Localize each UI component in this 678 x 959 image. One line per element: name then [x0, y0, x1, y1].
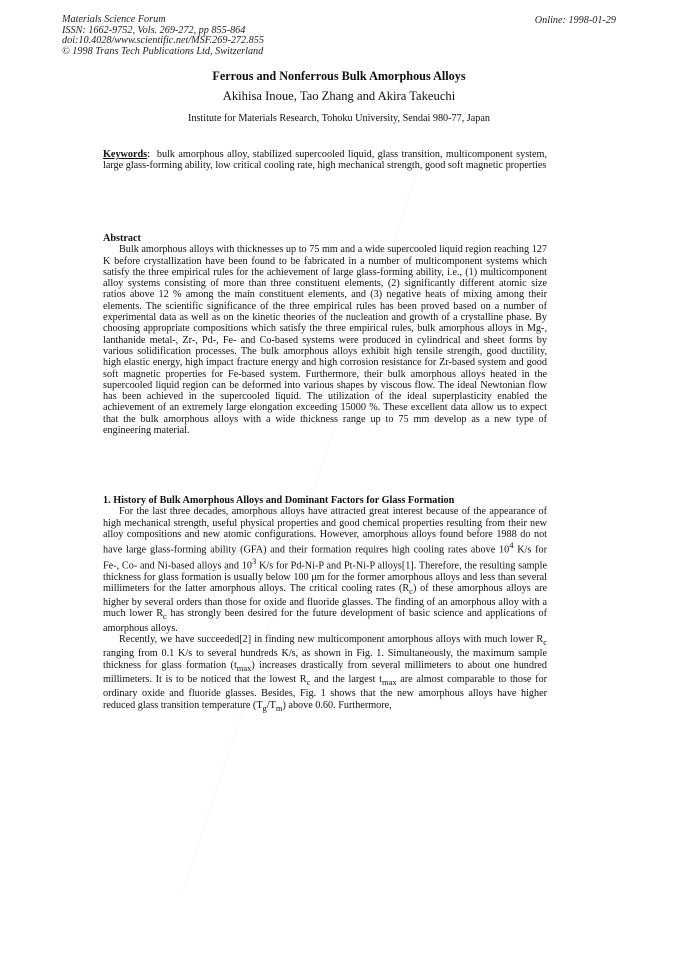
- citation-header: [62, 15, 264, 57]
- section-1: [103, 495, 547, 714]
- section-1-paragraph-2: Recently, we have succeeded[2] in finding new multicomponent amorphous alloys with much lower $R_c$ ranging from 0.1 K/s to several hundreds K/s, as shown in Fig. 1. Simultaneously, the maximum sample thickness for glass formation $(t_{max})$ increases drastically from several millimeters to about one hundred millimeters. It is to be noticed that the lowest $R_c$ and the largest $t_{max}$ are almost comparable to those for ordinary oxide and fluoride glasses. Besides, Fig. 1 shows that the new amorphous alloys have higher reduced glass transition temperature $(T_g/T_m)$ above 0.60. Furthermore,: [103, 634, 547, 713]
- keywords-block: Keywords: bulk amorphous alloy, stabilized supercooled liquid, glass transition, multicomponent system, large glass-forming ability, low critical cooling rate, high mechanical strength, good soft magnetic properties: [103, 149, 547, 172]
- keywords-label: Keywords: [103, 149, 148, 160]
- doi-line[interactable]: doi:10.4028/www.scientific.net/MSF.269-272.855: [62, 35, 264, 47]
- online-date: Online: 1998-01-29: [534, 15, 616, 26]
- issn-line: ISSN: 1662-9752, Vols. 269-272, pp 855-864: [62, 24, 246, 36]
- abstract-block: [103, 233, 547, 436]
- keywords-text: bulk amorphous alloy, stabilized supercooled liquid, glass transition, multicomponent system, large glass-forming ability, low critical cooling rate, high mechanical strength, good soft magnetic properties: [103, 149, 547, 172]
- abstract-text: Bulk amorphous alloys with thicknesses up to 75 mm and a wide supercooled liquid region reaching 127 K before crystallization have been found to be fabricated in a number of multicomponent systems which satisfy the three empirical rules for the achievement of large glass-forming ability, i.e., (1) multicomponent alloy systems consisting of more than three constituent elements, (2) significantly different atomic size ratios above 12 % among the main constituent elements, and (3) negative heats of mixing among their elements. The scientific significance of the three empirical rules has been proved based on a number of experimental data as well as on the kinetic theories of the nucleation and growth of a crystalline phase. By choosing appropriate compositions which satisfy the three empirical rules, bulk amorphous alloys in Mg-, lanthanide metal-, Zr-, Pd-, Fe- and Co-based systems were produced in cylindrical and sheet forms by various solidification processes. The bulk amorphous alloys exhibit high tensile strength, good ductility, high elastic energy, high impact fracture energy and high corrosion resistance for Zr-based system and good soft magnetic properties for Fe-based system. Furthermore, their bulk amorphous alloys heated in the supercooled liquid region can be deformed into various shapes by viscous flow. The ideal Newtonian flow has been achieved in the supercooled liquid. The utilization of the ideal superplasticity enabled the achievement of an extremely large elongation exceeding 15000 %. These excellent data allow us to expect that the bulk amorphous alloys with a wide thickness range up to 75 mm develop as a new type of engineering material.: [103, 244, 547, 437]
- section-1-heading: 1. History of Bulk Amorphous Alloys and Dominant Factors for Glass Formation: [103, 495, 455, 506]
- copyright-line: © 1998 Trans Tech Publications Ltd, Switzerland: [62, 45, 264, 57]
- paper-title: Ferrous and Nonferrous Bulk Amorphous Alloys: [212, 69, 466, 83]
- journal-name: Materials Science Forum: [62, 14, 166, 25]
- paper-authors: Akihisa Inoue, Tao Zhang and Akira Takeuchi: [222, 89, 456, 103]
- section-1-paragraph-1: For the last three decades, amorphous alloys have attracted great interest because of the appearance of high mechanical strength, useful physical properties and good chemical properties resulting from their new alloy compositions and new atomic configurations. However, amorphous alloys found before 1988 do not have large glass-forming ability (GFA) and their formation requires high cooling rates above $10^4$ K/s for Fe-, Co- and Ni-based alloys and $10^3$ K/s for Pd-Ni-P and Pt-Ni-P alloys[1]. Therefore, the resulting sample thickness for glass formation is usually below 100 μm for the former amorphous alloys and less than several millimeters for the latter amorphous alloys. The critical cooling rates $(R_c)$ of these amorphous alloys are higher by several orders than those for oxide and fluoride glasses. The finding of an amorphous alloy with a much lower $R_c$ has strongly been desired for the future development of basic science and applications of amorphous alloys.: [103, 506, 548, 634]
- abstract-heading: Abstract: [103, 233, 141, 244]
- affiliation: Institute for Materials Research, Tohoku University, Sendai 980-77, Japan: [187, 113, 490, 124]
